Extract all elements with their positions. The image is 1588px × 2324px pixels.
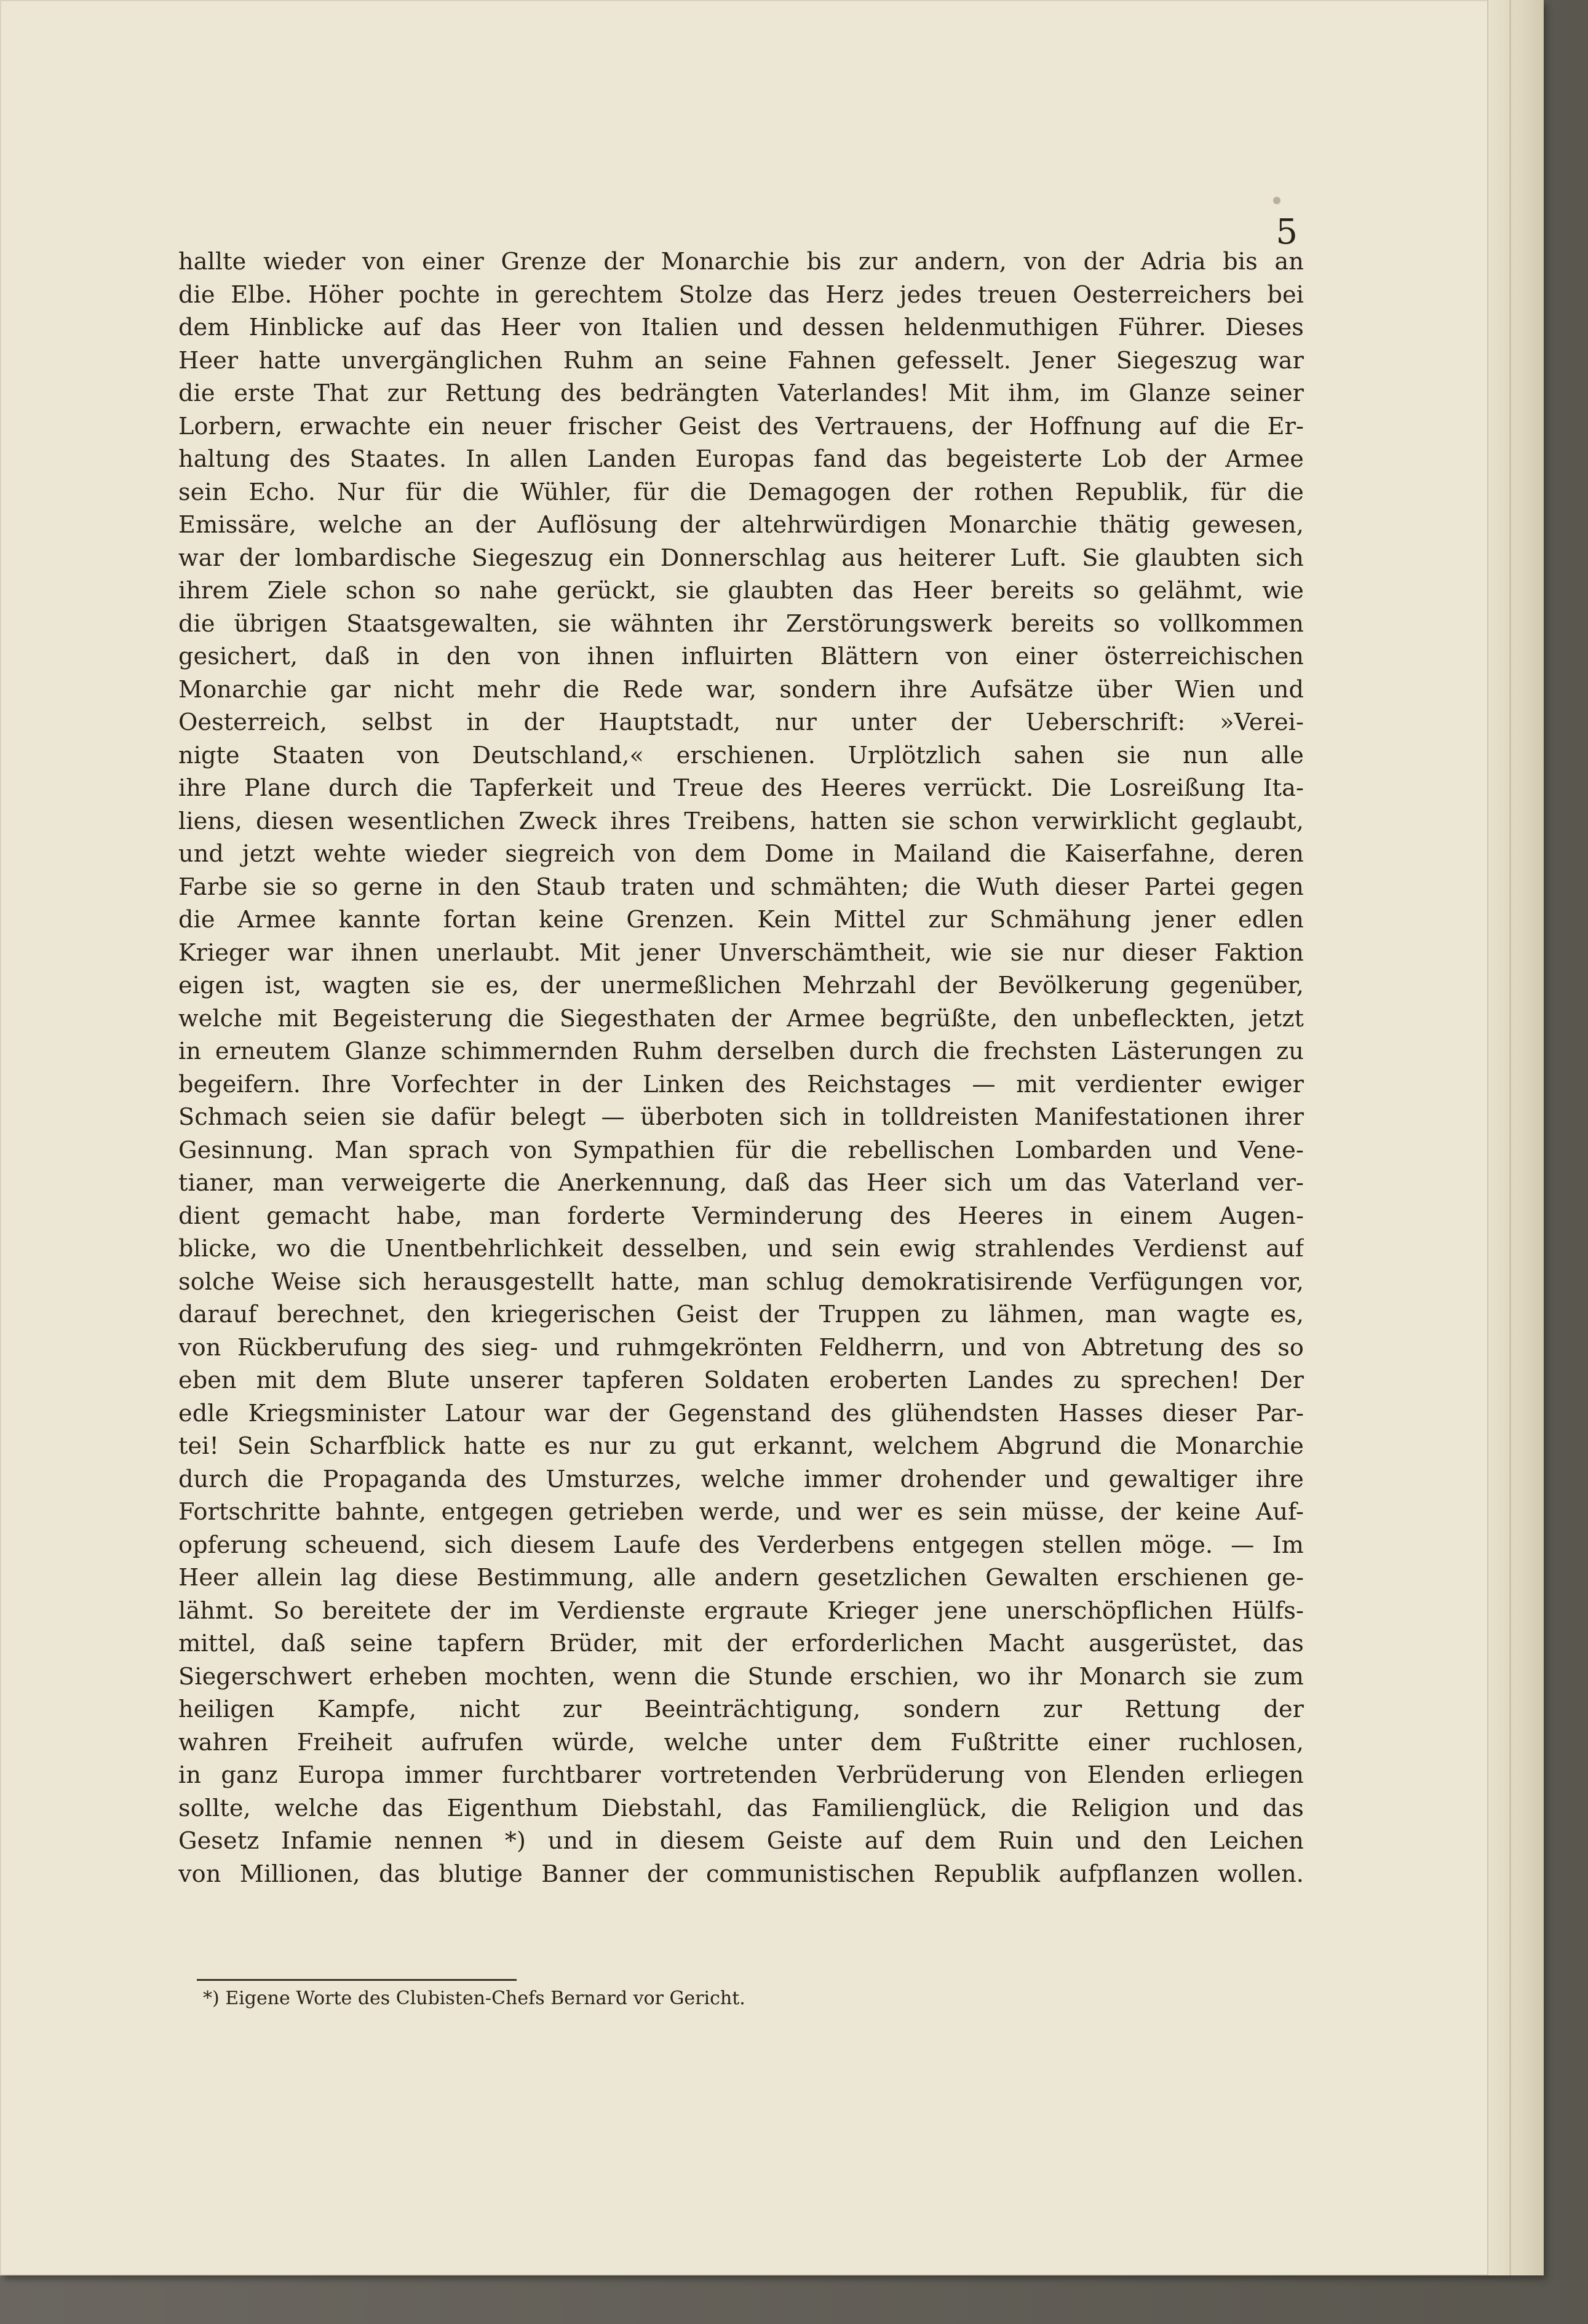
text-line: ihrem Ziele schon so nahe gerückt, sie glaubten das Heer bereits so gelähmt, wie xyxy=(178,577,1304,605)
footnote-rule xyxy=(197,1979,517,1981)
text-line: welche mit Begeisterung die Siegesthaten der Armee begrüßte, den unbefleckten, jetzt xyxy=(178,1005,1304,1033)
text-line: Siegerschwert erheben mochten, wenn die Stunde erschien, wo ihr Monarch sie zum xyxy=(178,1663,1304,1691)
text-line: Heer hatte unvergänglichen Ruhm an seine Fahnen gefesselt. Jener Siegeszug war xyxy=(178,347,1304,375)
text-line: edle Kriegsminister Latour war der Gegenstand des glühendsten Hasses dieser Par- xyxy=(178,1400,1304,1427)
text-line: Gesinnung. Man sprach von Sympathien für die rebellischen Lombarden und Vene- xyxy=(178,1136,1304,1164)
text-line: tei! Sein Scharfblick hatte es nur zu gut erkannt, welchem Abgrund die Monarchie xyxy=(178,1433,1304,1460)
text-line: in erneutem Glanze schimmernden Ruhm derselben durch die frechsten Lästerungen zu xyxy=(178,1038,1304,1065)
text-line: durch die Propaganda des Umsturzes, welche immer drohender und gewaltiger ihre xyxy=(178,1465,1304,1493)
text-line: Fortschritte bahnte, entgegen getrieben werde, und wer es sein müsse, der keine Auf- xyxy=(178,1499,1304,1526)
text-line: von Millionen, das blutige Banner der communistischen Republik aufpflanzen wollen. xyxy=(178,1860,1304,1888)
text-line: Krieger war ihnen unerlaubt. Mit jener Unverschämtheit, wie sie nur dieser Faktion xyxy=(178,939,1304,967)
text-line: mittel, daß seine tapfern Brüder, mit der erforderlichen Macht ausgerüstet, das xyxy=(178,1630,1304,1657)
text-line: und jetzt wehte wieder siegreich von dem Dome in Mailand die Kaiserfahne, deren xyxy=(178,841,1304,868)
text-line: eben mit dem Blute unserer tapferen Soldaten eroberten Landes zu sprechen! Der xyxy=(178,1367,1304,1394)
text-line: sollte, welche das Eigenthum Diebstahl, das Familienglück, die Religion und das xyxy=(178,1795,1304,1822)
text-line: dem Hinblicke auf das Heer von Italien und dessen heldenmuthigen Führer. Dieses xyxy=(178,314,1304,341)
text-line: heiligen Kampfe, nicht zur Beeinträchtigung, sondern zur Rettung der xyxy=(178,1696,1304,1723)
text-line: opferung scheuend, sich diesem Laufe des Verderbens entgegen stellen möge. — Im xyxy=(178,1531,1304,1559)
text-line: die übrigen Staatsgewalten, sie wähnten ihr Zerstörungswerk bereits so vollkommen xyxy=(178,610,1304,638)
text-line: war der lombardische Siegeszug ein Donnerschlag aus heiterer Luft. Sie glaubten sich xyxy=(178,544,1304,572)
text-line: Farbe sie so gerne in den Staub traten und schmähten; die Wuth dieser Partei gegen xyxy=(178,873,1304,901)
text-line: hallte wieder von einer Grenze der Monarchie bis zur andern, von der Adria bis an xyxy=(178,248,1304,276)
text-line: gesichert, daß in den von ihnen influirten Blättern von einer österreichischen xyxy=(178,643,1304,670)
text-line: in ganz Europa immer furchtbarer vortretenden Verbrüderung von Elenden erliegen xyxy=(178,1762,1304,1789)
text-line: die Armee kannte fortan keine Grenzen. Kein Mittel zur Schmähung jener edlen xyxy=(178,906,1304,934)
text-line: begeifern. Ihre Vorfechter in der Linken des Reichstages — mit verdienter ewiger xyxy=(178,1071,1304,1098)
text-line: Gesetz Infamie nennen *) und in diesem Geiste auf dem Ruin und den Leichen xyxy=(178,1828,1304,1855)
text-line: eigen ist, wagten sie es, der unermeßlichen Mehrzahl der Bevölkerung gegenüber, xyxy=(178,972,1304,999)
page-mark-icon xyxy=(1273,197,1280,204)
text-line: sein Echo. Nur für die Wühler, für die Demagogen der rothen Republik, für die xyxy=(178,478,1304,506)
footnote: *) Eigene Worte des Clubisten-Chefs Bernard vor Gericht. xyxy=(203,1988,745,2009)
text-line: die Elbe. Höher pochte in gerechtem Stolze das Herz jedes treuen Oesterreichers bei xyxy=(178,281,1304,309)
text-line: liens, diesen wesentlichen Zweck ihres Treibens, hatten sie schon verwirklicht geglaubt, xyxy=(178,807,1304,835)
text-line: ihre Plane durch die Tapferkeit und Treue des Heeres verrückt. Die Losreißung Ita- xyxy=(178,775,1304,802)
text-line: Emissäre, welche an der Auflösung der altehrwürdigen Monarchie thätig gewesen, xyxy=(178,512,1304,539)
body-text xyxy=(178,246,1304,1891)
text-line: die erste That zur Rettung des bedrängten Vaterlandes! Mit ihm, im Glanze seiner xyxy=(178,380,1304,407)
text-line: von Rückberufung des sieg- und ruhmgekrönten Feldherrn, und von Abtretung des so xyxy=(178,1334,1304,1362)
text-line: wahren Freiheit aufrufen würde, welche unter dem Fußtritte einer ruchlosen, xyxy=(178,1729,1304,1756)
text-line: tianer, man verweigerte die Anerkennung, daß das Heer sich um das Vaterland ver- xyxy=(178,1170,1304,1197)
text-line: nigte Staaten von Deutschland,« erschienen. Urplötzlich sahen sie nun alle xyxy=(178,742,1304,769)
text-line: Schmach seien sie dafür belegt — überboten sich in tolldreisten Manifestationen ihrer xyxy=(178,1104,1304,1131)
text-line: haltung des Staates. In allen Landen Europas fand das begeisterte Lob der Armee xyxy=(178,446,1304,473)
text-line: darauf berechnet, den kriegerischen Geist der Truppen zu lähmen, man wagte es, xyxy=(178,1301,1304,1328)
text-line: blicke, wo die Unentbehrlichkeit desselben, und sein ewig strahlendes Verdienst auf xyxy=(178,1235,1304,1263)
text-line: lähmt. So bereitete der im Verdienste ergraute Krieger jene unerschöpflichen Hülfs- xyxy=(178,1597,1304,1625)
text-line: Monarchie gar nicht mehr die Rede war, sondern ihre Aufsätze über Wien und xyxy=(178,676,1304,704)
text-line: dient gemacht habe, man forderte Verminderung des Heeres in einem Augen- xyxy=(178,1202,1304,1230)
text-line: Oesterreich, selbst in der Hauptstadt, nur unter der Ueberschrift: »Verei- xyxy=(178,709,1304,736)
page-binding-edge xyxy=(1487,0,1544,2275)
text-line: solche Weise sich herausgestellt hatte, man schlug demokratisirende Verfügungen vor, xyxy=(178,1268,1304,1296)
text-line: Heer allein lag diese Bestimmung, alle andern gesetzlichen Gewalten erschienen ge- xyxy=(178,1565,1304,1592)
text-line: Lorbern, erwachte ein neuer frischer Geist des Vertrauens, der Hoffnung auf die Er- xyxy=(178,413,1304,440)
page-number: 5 xyxy=(1276,212,1298,252)
